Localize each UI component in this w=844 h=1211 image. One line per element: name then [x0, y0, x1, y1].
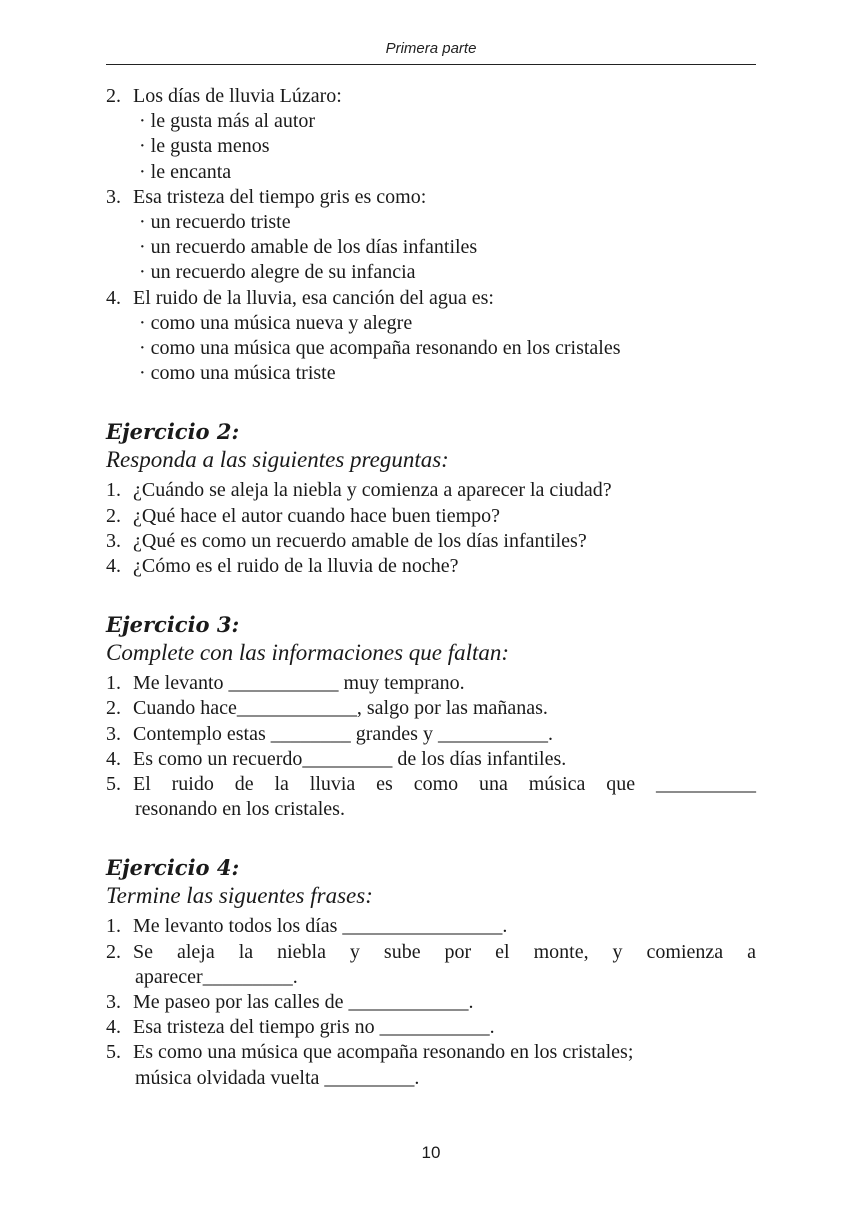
item-text: Cuando hace____________, salgo por las mañanas.: [133, 697, 548, 720]
item-number: 3.: [106, 991, 121, 1014]
exercise-instruction: Termine las siguentes frases:: [106, 883, 373, 909]
list-item: [106, 696, 756, 721]
list-item: [106, 772, 756, 797]
exercise-instruction: Responda a las siguientes preguntas:: [106, 447, 449, 473]
item-number: 3.: [106, 185, 121, 208]
item-number: 2.: [106, 85, 121, 107]
page-content: [106, 84, 756, 1091]
option: · como una música nueva y alegre: [139, 311, 413, 334]
item-continuation: resonando en los cristales.: [135, 798, 345, 821]
exercise-title: Ejercicio 2:: [106, 419, 240, 445]
list-item: [106, 1040, 756, 1065]
page-number: 10: [421, 1143, 441, 1162]
item-number: 4.: [106, 555, 121, 578]
option: · como una música que acompaña resonando en los cristales: [139, 337, 621, 360]
item-text: ¿Qué hace el autor cuando hace buen tiempo?: [133, 504, 501, 527]
exercise-title: Ejercicio 4:: [106, 855, 240, 881]
exercise-1-continued: [106, 84, 756, 386]
list-item: [106, 1015, 756, 1040]
option: · le gusta menos: [139, 135, 270, 158]
option: · un recuerdo triste: [139, 211, 291, 234]
header-rule: [106, 64, 756, 65]
item-text: ¿Qué es como un recuerdo amable de los días infantiles?: [133, 529, 587, 552]
exercise-title: Ejercicio 3:: [106, 612, 240, 638]
item-continuation: aparecer_________.: [135, 965, 298, 988]
option: · le gusta más al autor: [139, 110, 316, 133]
list-item: [106, 504, 756, 529]
item-text: Es como una música que acompaña resonando en los cristales;: [133, 1041, 634, 1064]
exercise-2: [106, 419, 756, 579]
list-item: [106, 747, 756, 772]
running-header: Primera parte: [385, 40, 477, 57]
item-number: 4.: [106, 747, 121, 770]
list-item: [106, 554, 756, 579]
item-text: Me paseo por las calles de ____________.: [133, 991, 474, 1014]
question-3: [106, 185, 756, 286]
question-2: [106, 84, 756, 185]
item-number: 2.: [106, 504, 121, 527]
list-item: [106, 990, 756, 1015]
item-text: El ruido de la lluvia es como una música que __________: [133, 773, 756, 796]
list-item: [106, 914, 756, 939]
option: · como una música triste: [139, 362, 336, 385]
item-text: ¿Cómo es el ruido de la lluvia de noche?: [133, 555, 459, 578]
exercise-4: [106, 855, 756, 1090]
item-number: 5.: [106, 1041, 121, 1064]
item-text: Es como un recuerdo_________ de los días infantiles.: [133, 747, 567, 770]
exercise-instruction: Complete con las informaciones que faltan:: [106, 640, 510, 666]
item-number: 3.: [106, 722, 121, 745]
list-item: [106, 529, 756, 554]
item-text: Me levanto ___________ muy temprano.: [133, 672, 465, 695]
item-text: Se aleja la niebla y sube por el monte, y comienza a: [133, 940, 756, 963]
item-number: 2.: [106, 940, 121, 963]
item-number: 4.: [106, 286, 121, 309]
item-number: 1.: [106, 479, 121, 502]
option: · un recuerdo alegre de su infancia: [139, 261, 416, 284]
item-continuation: música olvidada vuelta _________.: [135, 1066, 420, 1089]
list-item: [106, 722, 756, 747]
list-item: [106, 671, 756, 696]
item-number: 5.: [106, 773, 121, 796]
item-text: Esa tristeza del tiempo gris no ___________.: [133, 1016, 495, 1039]
question-text: El ruido de la lluvia, esa canción del agua es:: [133, 286, 494, 309]
exercise-3: [106, 612, 756, 822]
item-text: ¿Cuándo se aleja la niebla y comienza a aparecer la ciudad?: [133, 479, 612, 502]
list-item: [106, 478, 756, 503]
item-text: Me levanto todos los días ________________.: [133, 915, 508, 938]
option: · un recuerdo amable de los días infantiles: [139, 236, 478, 259]
question-text: Los días de lluvia Lúzaro:: [133, 85, 342, 107]
question-text: Esa tristeza del tiempo gris es como:: [133, 185, 427, 208]
option: · le encanta: [139, 160, 232, 183]
item-number: 3.: [106, 529, 121, 552]
item-number: 1.: [106, 915, 121, 938]
item-number: 2.: [106, 697, 121, 720]
question-4: [106, 286, 756, 387]
list-item: [106, 940, 756, 965]
item-text: Contemplo estas ________ grandes y ___________.: [133, 722, 553, 745]
item-number: 4.: [106, 1016, 121, 1039]
item-number: 1.: [106, 672, 121, 695]
